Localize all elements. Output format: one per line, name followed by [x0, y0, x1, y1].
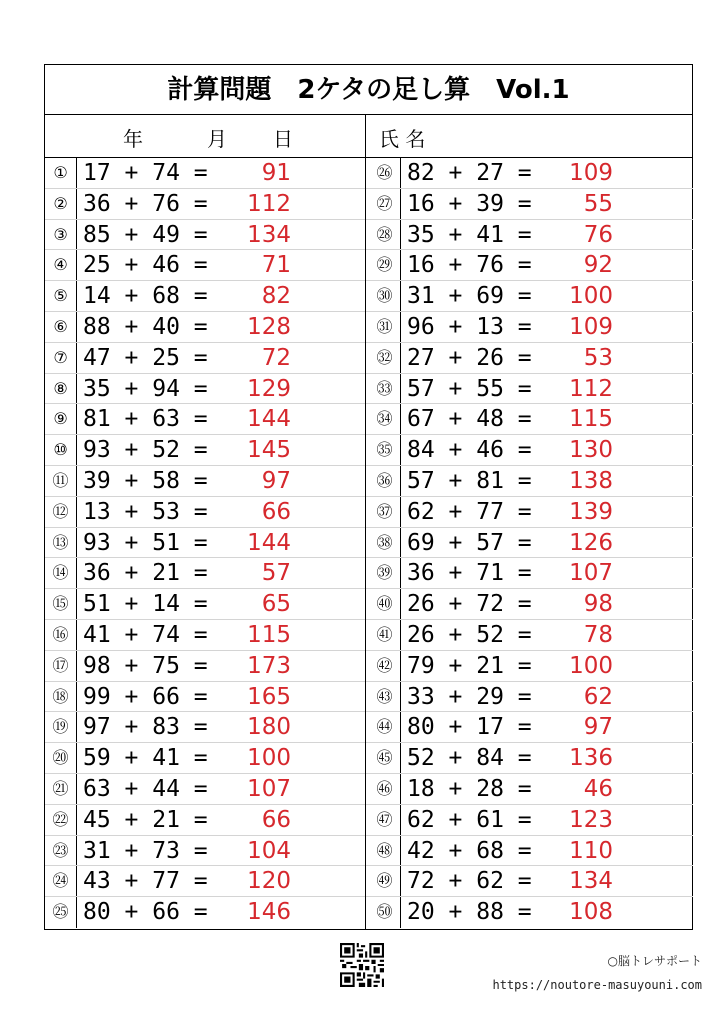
problem-number: ㊳	[369, 528, 401, 558]
problem-row	[45, 651, 369, 682]
problem-answer: 128	[247, 313, 291, 340]
problem-answer: 129	[247, 375, 291, 402]
problem-answer: 66	[261, 498, 291, 525]
brand-label: ○脳トレサポート	[607, 954, 702, 968]
problem-expression: 16 + 39 =	[407, 190, 532, 217]
problem-row	[45, 435, 369, 466]
problem-answer: 57	[261, 560, 291, 587]
problem-row	[45, 312, 369, 343]
problem-row	[45, 466, 369, 497]
problem-number: ㉔	[45, 866, 77, 896]
problem-number: ㊽	[369, 836, 401, 866]
problem-answer: 72	[261, 344, 291, 371]
problem-number: ㉓	[45, 836, 77, 866]
problem-expression: 62 + 61 =	[407, 806, 532, 833]
problem-answer: 120	[247, 868, 291, 895]
problem-answer: 107	[569, 560, 613, 587]
problem-row	[369, 651, 693, 682]
problem-answer: 71	[261, 252, 291, 279]
problem-row	[369, 774, 693, 805]
problem-answer: 108	[569, 899, 613, 926]
qr-code-icon	[340, 943, 384, 987]
problem-expression: 99 + 66 =	[83, 683, 208, 710]
problem-row	[369, 158, 693, 189]
problem-expression: 80 + 17 =	[407, 714, 532, 741]
problem-row	[369, 528, 693, 559]
problem-expression: 26 + 72 =	[407, 591, 532, 618]
problem-row	[369, 435, 693, 466]
problem-expression: 47 + 25 =	[83, 344, 208, 371]
problem-expression: 93 + 52 =	[83, 437, 208, 464]
problem-answer: 115	[247, 621, 291, 648]
problem-answer: 173	[247, 652, 291, 679]
problem-expression: 59 + 41 =	[83, 745, 208, 772]
problem-expression: 85 + 49 =	[83, 221, 208, 248]
problem-row	[369, 558, 693, 589]
problem-row	[45, 558, 369, 589]
problem-row	[369, 343, 693, 374]
header-row	[45, 115, 692, 158]
problem-row	[45, 897, 369, 928]
problem-answer: 97	[583, 714, 613, 741]
problem-number: ㊻	[369, 774, 401, 804]
problem-number: ⑮	[45, 589, 77, 619]
header-divider	[365, 115, 366, 157]
name-label: 氏 名	[379, 127, 426, 151]
problem-expression: 45 + 21 =	[83, 806, 208, 833]
problem-answer: 107	[247, 775, 291, 802]
problem-expression: 63 + 44 =	[83, 775, 208, 802]
problem-answer: 134	[247, 221, 291, 248]
problem-row	[45, 281, 369, 312]
problem-row	[45, 528, 369, 559]
problem-number: ㉟	[369, 435, 401, 465]
problem-answer: 100	[247, 745, 291, 772]
problem-row	[45, 712, 369, 743]
problem-number: ㊾	[369, 866, 401, 896]
problem-expression: 36 + 76 =	[83, 190, 208, 217]
problem-answer: 62	[583, 683, 613, 710]
column-divider	[365, 158, 366, 929]
problem-number: ④	[45, 250, 77, 280]
problem-row	[45, 620, 369, 651]
problem-row	[369, 682, 693, 713]
problem-row	[45, 374, 369, 405]
problem-answer: 97	[261, 467, 291, 494]
problem-answer: 139	[569, 498, 613, 525]
problem-expression: 67 + 48 =	[407, 406, 532, 433]
problem-answer: 138	[569, 467, 613, 494]
problem-row	[369, 805, 693, 836]
problem-number: ㊶	[369, 620, 401, 650]
problem-expression: 14 + 68 =	[83, 283, 208, 310]
problem-answer: 130	[569, 437, 613, 464]
month-label: 月	[207, 127, 227, 151]
problem-expression: 31 + 69 =	[407, 283, 532, 310]
problem-expression: 52 + 84 =	[407, 745, 532, 772]
problem-answer: 126	[569, 529, 613, 556]
problem-expression: 26 + 52 =	[407, 621, 532, 648]
problem-column-left	[45, 158, 369, 928]
problem-row	[45, 743, 369, 774]
problem-row	[369, 620, 693, 651]
problem-expression: 84 + 46 =	[407, 437, 532, 464]
problem-number: ⑤	[45, 281, 77, 311]
problem-expression: 33 + 29 =	[407, 683, 532, 710]
problem-number: ㊹	[369, 712, 401, 742]
problem-row	[369, 404, 693, 435]
problem-column-right	[369, 158, 693, 928]
problem-row	[369, 897, 693, 928]
problem-answer: 134	[569, 868, 613, 895]
problem-row	[45, 682, 369, 713]
problem-expression: 98 + 75 =	[83, 652, 208, 679]
problem-answer: 110	[569, 837, 613, 864]
problem-answer: 82	[261, 283, 291, 310]
problem-expression: 96 + 13 =	[407, 313, 532, 340]
problem-answer: 100	[569, 652, 613, 679]
problem-number: ㉛	[369, 312, 401, 342]
problem-answer: 92	[583, 252, 613, 279]
problem-row	[369, 836, 693, 867]
problem-expression: 41 + 74 =	[83, 621, 208, 648]
problem-row	[369, 281, 693, 312]
problem-answer: 104	[247, 837, 291, 864]
problem-row	[369, 189, 693, 220]
problem-answer: 144	[247, 406, 291, 433]
problem-expression: 81 + 63 =	[83, 406, 208, 433]
problem-row	[45, 250, 369, 281]
problem-number: ㉖	[369, 158, 401, 188]
problem-expression: 16 + 76 =	[407, 252, 532, 279]
day-label: 日	[273, 127, 293, 151]
problem-expression: 82 + 27 =	[407, 160, 532, 186]
worksheet	[44, 64, 693, 930]
problem-answer: 65	[261, 591, 291, 618]
problem-expression: 57 + 81 =	[407, 467, 532, 494]
problem-number: ⑱	[45, 682, 77, 712]
problem-row	[369, 374, 693, 405]
problem-number: ⑲	[45, 712, 77, 742]
problem-expression: 69 + 57 =	[407, 529, 532, 556]
problem-answer: 78	[583, 621, 613, 648]
problem-expression: 20 + 88 =	[407, 899, 532, 926]
problem-number: ⑧	[45, 374, 77, 404]
problem-row	[369, 497, 693, 528]
problem-number: ㉚	[369, 281, 401, 311]
problem-number: ㊴	[369, 558, 401, 588]
problem-answer: 115	[569, 406, 613, 433]
problem-row	[369, 712, 693, 743]
problem-expression: 35 + 41 =	[407, 221, 532, 248]
problem-expression: 97 + 83 =	[83, 714, 208, 741]
problem-expression: 80 + 66 =	[83, 899, 208, 926]
problem-answer: 55	[583, 190, 613, 217]
problem-row	[369, 466, 693, 497]
problem-row	[45, 774, 369, 805]
problem-number: ㉙	[369, 250, 401, 280]
problem-expression: 72 + 62 =	[407, 868, 532, 895]
problem-answer: 146	[247, 899, 291, 926]
problem-expression: 36 + 71 =	[407, 560, 532, 587]
problem-expression: 39 + 58 =	[83, 467, 208, 494]
problem-answer: 98	[583, 591, 613, 618]
problem-expression: 42 + 68 =	[407, 837, 532, 864]
problem-row	[369, 220, 693, 251]
problem-number: ②	[45, 189, 77, 219]
problem-expression: 25 + 46 =	[83, 252, 208, 279]
problem-row	[45, 866, 369, 897]
problem-number: ㉝	[369, 374, 401, 404]
problem-expression: 36 + 21 =	[83, 560, 208, 587]
problem-answer: 144	[247, 529, 291, 556]
problem-number: ㉘	[369, 220, 401, 250]
problem-answer: 46	[583, 775, 613, 802]
problem-answer: 76	[583, 221, 613, 248]
problem-number: ㉒	[45, 805, 77, 835]
problem-expression: 17 + 74 =	[83, 160, 208, 186]
problem-row	[45, 189, 369, 220]
problem-row	[369, 312, 693, 343]
problem-expression: 51 + 14 =	[83, 591, 208, 618]
problem-number: ①	[45, 158, 77, 188]
problem-number: ㊲	[369, 497, 401, 527]
problem-row	[369, 866, 693, 897]
problem-answer: 109	[569, 160, 613, 186]
problem-row	[45, 404, 369, 435]
problem-answer: 100	[569, 283, 613, 310]
problem-answer: 136	[569, 745, 613, 772]
problem-number: ⑥	[45, 312, 77, 342]
problem-number: ⑳	[45, 743, 77, 773]
problem-row	[45, 343, 369, 374]
problem-number: ⑨	[45, 404, 77, 434]
problem-number: ㊼	[369, 805, 401, 835]
problem-answer: 123	[569, 806, 613, 833]
problem-answer: 66	[261, 806, 291, 833]
problem-expression: 13 + 53 =	[83, 498, 208, 525]
problem-number: ⑪	[45, 466, 77, 496]
problem-row	[45, 220, 369, 251]
problem-expression: 18 + 28 =	[407, 775, 532, 802]
problem-answer: 109	[569, 313, 613, 340]
site-url[interactable]: https://noutore-masuyouni.com	[492, 978, 702, 992]
problem-row	[369, 250, 693, 281]
problem-number: ㊱	[369, 466, 401, 496]
problem-expression: 27 + 26 =	[407, 344, 532, 371]
page-title: 計算問題 2ケタの足し算 Vol.1	[45, 65, 692, 115]
problem-expression: 43 + 77 =	[83, 868, 208, 895]
problem-answer: 91	[261, 160, 291, 186]
problem-expression: 88 + 40 =	[83, 313, 208, 340]
problem-number: ㊸	[369, 682, 401, 712]
problem-answer: 112	[247, 190, 291, 217]
problem-expression: 93 + 51 =	[83, 529, 208, 556]
problem-number: ㉜	[369, 343, 401, 373]
problem-row	[45, 805, 369, 836]
problem-answer: 165	[247, 683, 291, 710]
problem-number: ㉞	[369, 404, 401, 434]
problem-row	[369, 743, 693, 774]
problem-row	[45, 836, 369, 867]
problem-number: ㉕	[45, 897, 77, 928]
problem-number: ⑬	[45, 528, 77, 558]
problem-expression: 62 + 77 =	[407, 498, 532, 525]
problem-number: ㊷	[369, 651, 401, 681]
year-label: 年	[123, 127, 143, 151]
problem-number: ㉑	[45, 774, 77, 804]
problem-number: ⑫	[45, 497, 77, 527]
problem-row	[369, 589, 693, 620]
problem-answer: 180	[247, 714, 291, 741]
problem-number: ㊵	[369, 589, 401, 619]
problem-number: ⑦	[45, 343, 77, 373]
problem-number: ⑰	[45, 651, 77, 681]
problem-expression: 31 + 73 =	[83, 837, 208, 864]
problem-number: ⑭	[45, 558, 77, 588]
problem-answer: 145	[247, 437, 291, 464]
problem-number: ㊺	[369, 743, 401, 773]
problem-number: ㉗	[369, 189, 401, 219]
problem-number: ⑩	[45, 435, 77, 465]
problem-row	[45, 158, 369, 189]
problem-answer: 53	[583, 344, 613, 371]
problem-expression: 57 + 55 =	[407, 375, 532, 402]
problem-number: ⑯	[45, 620, 77, 650]
problem-row	[45, 589, 369, 620]
problem-expression: 79 + 21 =	[407, 652, 532, 679]
problem-number: ㊿	[369, 897, 401, 928]
problem-number: ③	[45, 220, 77, 250]
problem-answer: 112	[569, 375, 613, 402]
problem-row	[45, 497, 369, 528]
problem-expression: 35 + 94 =	[83, 375, 208, 402]
